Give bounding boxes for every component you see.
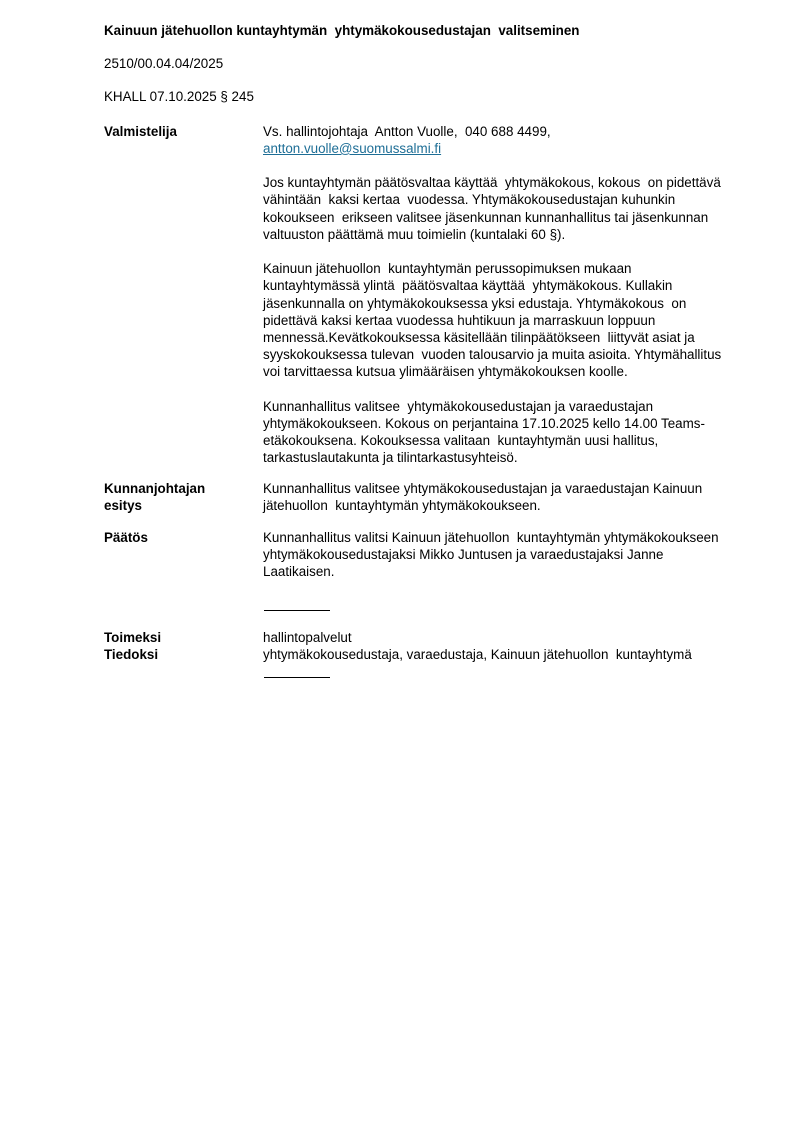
section-valmistelija (104, 123, 738, 467)
valmistelija-content (263, 123, 727, 467)
background-paragraph-1: Jos kuntayhtymän päätösvaltaa käyttää yhtymäkokous, kokous on pidettävä vähintään kaksi kertaa vuodessa. Yhtymäkokousedustajan kuhunkin kokoukseen erikseen valitsee jäsenkunnan kunnanhallitus tai jäsenkunnan valtuuston päättämä muu toimielin (kuntalaki 60 §). (263, 175, 729, 242)
paatos-content (263, 529, 727, 581)
toimeksi-value: hallintopalvelut (263, 629, 352, 645)
valmistelija-contact (263, 123, 727, 157)
valmistelija-contact-text: Vs. hallintojohtaja Antton Vuolle, 040 688 4499, (263, 123, 555, 139)
section-kunnanjohtajan-esitys (104, 480, 738, 514)
kunnanjohtajan-esitys-text: Kunnanhallitus valitsee yhtymäkokousedustajan ja varaedustajan Kainuun jätehuollon kuntayhtymän yhtymäkokoukseen. (263, 480, 706, 513)
separator-line-2 (264, 677, 330, 678)
document-title: Kainuun jätehuollon kuntayhtymän yhtymäkokousedustajan valitseminen (104, 23, 580, 38)
background-paragraph-2: Kainuun jätehuollon kuntayhtymän perussopimuksen mukaan kuntayhtymässä ylintä päätösvaltaa käyttää yhtymäkokous. Kullakin jäsenkunnalla on yhtymäkokouksessa yksi edustaja. Yhtymäkokous on pidettävä kaksi kertaa vuodessa huhtikuun ja marraskuun loppuun mennessä.Kevätkokouksessa käsitellään tilinpäätökseen liittyvät asiat ja syyskokouksessa tulevan vuoden talousarvio ja muita asioita. Yhtymähallitus voi tarvittaessa kutsua ylimääräisen yhtymäkokouksen koolle. (263, 261, 725, 380)
section-paatos (104, 529, 738, 581)
separator-line-1 (264, 610, 330, 611)
section-tiedoksi (104, 646, 738, 663)
tiedoksi-label: Tiedoksi (104, 646, 159, 662)
kunnanjohtajan-esitys-content (263, 480, 727, 514)
paatos-text: Kunnanhallitus valitsi Kainuun jätehuollon kuntayhtymän yhtymäkokoukseen yhtymäkokousedustajaksi Mikko Juntusen ja varaedustajaksi Janne Laatikaisen. (263, 530, 723, 580)
background-paragraph-3: Kunnanhallitus valitsee yhtymäkokousedustajan ja varaedustajan yhtymäkokoukseen. Kokous on perjantaina 17.10.2025 kello 14.00 Teams-etäkokouksena. Kokouksessa valitaan kuntayhtymän uusi hallitus, tarkastuslautakunta ja tilintarkastusyhteisö. (263, 398, 705, 466)
kunnanjohtajan-esitys-label-line1: Kunnanjohtajan (104, 480, 206, 496)
kunnanjohtajan-esitys-label-line2: esitys (104, 497, 142, 513)
meeting-reference: KHALL 07.10.2025 § 245 (104, 89, 254, 105)
valmistelija-label: Valmistelija (104, 123, 177, 139)
toimeksi-label: Toimeksi (104, 629, 162, 645)
email-link[interactable]: antton.vuolle@suomussalmi.fi (263, 140, 442, 156)
kunnanjohtajan-esitys-label (104, 480, 263, 514)
case-number: 2510/00.04.04/2025 (104, 56, 224, 72)
section-toimeksi (104, 629, 738, 646)
paatos-label: Päätös (104, 530, 148, 546)
tiedoksi-value: yhtymäkokousedustaja, varaedustaja, Kainuun jätehuollon kuntayhtymä (263, 646, 692, 662)
